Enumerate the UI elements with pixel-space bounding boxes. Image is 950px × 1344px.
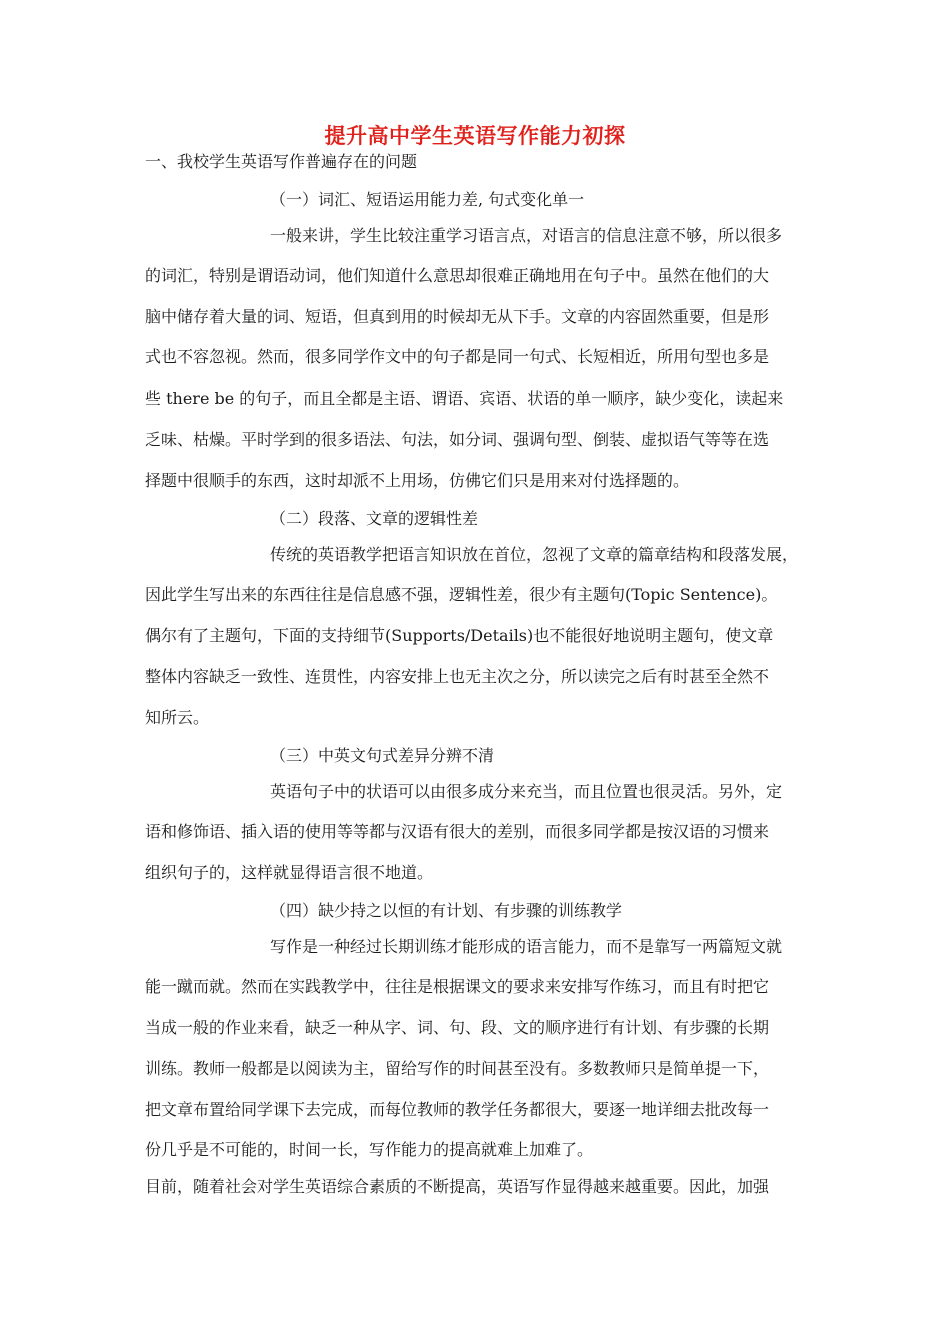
paragraph-line: 整体内容缺乏一致性、连贯性，内容安排上也无主次之分，所以读完之后有时甚至全然不 bbox=[145, 667, 770, 686]
paragraph-line: 知所云。 bbox=[145, 708, 210, 727]
paragraph-line: 英语句子中的状语可以由很多成分来充当，而且位置也很灵活。另外，定 bbox=[270, 782, 783, 801]
paragraph-line: 当成一般的作业来看，缺乏一种从字、词、句、段、文的顺序进行有计划、有步骤的长期 bbox=[145, 1018, 770, 1037]
paragraph-line: 择题中很顺手的东西，这时却派不上用场，仿佛它们只是用来对付选择题的。 bbox=[145, 471, 690, 490]
paragraph-line: 偶尔有了主题句，下面的支持细节(Supports/Details)也不能很好地说明主题句，使文章 bbox=[145, 626, 774, 645]
subsection-heading: （三）中英文句式差异分辨不清 bbox=[270, 746, 495, 765]
paragraph-line: 组织句子的，这样就显得语言很不地道。 bbox=[145, 863, 434, 882]
paragraph-line: 写作是一种经过长期训练才能形成的语言能力，而不是靠写一两篇短文就 bbox=[270, 937, 783, 956]
paragraph-line: 目前，随着社会对学生英语综合素质的不断提高，英语写作显得越来越重要。因此，加强 bbox=[145, 1177, 770, 1196]
paragraph-line: 式也不容忽视。然而，很多同学作文中的句子都是同一句式、长短相近，所用句型也多是 bbox=[145, 347, 770, 366]
paragraph-line: 份几乎是不可能的，时间一长，写作能力的提高就难上加难了。 bbox=[145, 1140, 594, 1159]
paragraph-line: 传统的英语教学把语言知识放在首位，忽视了文章的篇章结构和段落发展， bbox=[270, 545, 799, 564]
paragraph-line: 脑中储存着大量的词、短语，但真到用的时候却无从下手。文章的内容固然重要，但是形 bbox=[145, 307, 770, 326]
subsection-heading: （二）段落、文章的逻辑性差 bbox=[270, 509, 479, 528]
paragraph-line: 的词汇，特别是谓语动词，他们知道什么意思却很难正确地用在句子中。虽然在他们的大 bbox=[145, 266, 770, 285]
subsection-heading: （一）词汇、短语运用能力差, 句式变化单一 bbox=[270, 190, 585, 209]
subsection-heading: （四）缺少持之以恒的有计划、有步骤的训练教学 bbox=[270, 901, 623, 920]
paragraph-line: 把文章布置给同学课下去完成，而每位教师的教学任务都很大，要逐一地详细去批改每一 bbox=[145, 1100, 770, 1119]
paragraph-line: 乏味、枯燥。平时学到的很多语法、句法，如分词、强调句型、倒装、虚拟语气等等在选 bbox=[145, 430, 770, 449]
paragraph-line: 因此学生写出来的东西往往是信息感不强，逻辑性差，很少有主题句(Topic Sentence)。 bbox=[145, 585, 778, 604]
paragraph-line: 语和修饰语、插入语的使用等等都与汉语有很大的差别，而很多同学都是按汉语的习惯来 bbox=[145, 822, 770, 841]
paragraph-line: 一般来讲，学生比较注重学习语言点，对语言的信息注意不够，所以很多 bbox=[270, 226, 783, 245]
section-heading: 一、我校学生英语写作普遍存在的问题 bbox=[145, 152, 418, 171]
paragraph-line: 些 there be 的句子，而且全都是主语、谓语、宾语、状语的单一顺序，缺少变化，读起来 bbox=[145, 389, 784, 408]
paragraph-line: 训练。教师一般都是以阅读为主，留给写作的时间甚至没有。多数教师只是简单提一下， bbox=[145, 1059, 770, 1078]
document-title: 提升高中学生英语写作能力初探 bbox=[324, 123, 626, 148]
paragraph-line: 能一蹴而就。然而在实践教学中，往往是根据课文的要求来安排写作练习，而且有时把它 bbox=[145, 977, 770, 996]
